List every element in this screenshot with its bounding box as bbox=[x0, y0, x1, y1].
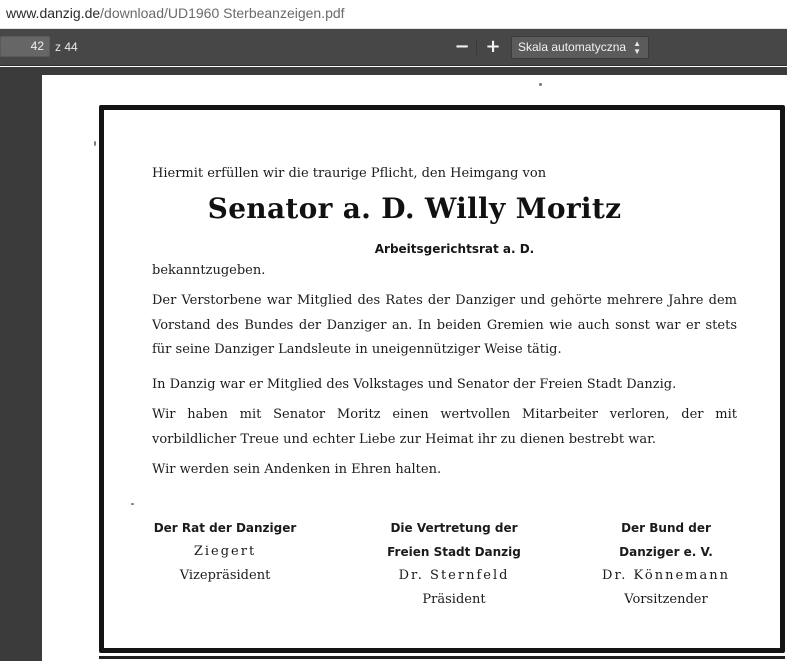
scan-speck bbox=[94, 141, 96, 146]
signature-org-line1: Der Bund der bbox=[621, 521, 711, 535]
zoom-in-button[interactable]: + bbox=[485, 36, 501, 57]
url-text[interactable] bbox=[6, 5, 345, 21]
signature-role: Vizepräsident bbox=[179, 568, 271, 583]
announce-line: bekanntzugeben. bbox=[152, 263, 266, 278]
signature-block bbox=[581, 516, 751, 612]
paragraph-danzig: In Danzig war er Mitglied des Volkstages und Senator der Freien Stadt Danzig. bbox=[152, 377, 677, 392]
paragraph-membership: Der Verstorbene war Mitglied des Rates der Danziger und gehörte mehrere Jahre dem Vorstand des Bundes der Danziger an. In beiden Gremien wie auch sonst war er stets für seine Danziger Landsleute in uneigennütziger Weise tätig. bbox=[152, 293, 737, 358]
signature-role: Vorsitzender bbox=[624, 592, 708, 607]
address-bar[interactable] bbox=[0, 0, 787, 29]
signature-name: Dr. Sternfeld bbox=[398, 568, 510, 583]
select-arrows-icon: ▲ ▼ bbox=[633, 39, 641, 56]
scan-speck bbox=[539, 83, 542, 86]
zoom-out-button[interactable]: − bbox=[454, 36, 470, 57]
paragraph-loss: Wir haben mit Senator Moritz einen wertvollen Mitarbeiter verloren, der mit vorbildlicher Treue und echter Liebe zur Heimat ihr zu dienen bestrebt war. bbox=[152, 407, 737, 447]
deceased-title: Arbeitsgerichtsrat a. D. bbox=[374, 242, 535, 256]
pdf-viewer-area[interactable] bbox=[0, 67, 787, 661]
obituary-border-bottom bbox=[99, 656, 785, 659]
intro-line: Hiermit erfüllen wir die traurige Pflicht, den Heimgang von bbox=[152, 166, 547, 181]
signature-org-line1: Der Rat der Danziger bbox=[153, 521, 297, 535]
url-path: /download/UD1960 Sterbeanzeigen.pdf bbox=[100, 5, 345, 21]
url-host: www.danzig.de bbox=[6, 5, 101, 21]
zoom-divider bbox=[476, 39, 477, 55]
signature-role: Präsident bbox=[422, 592, 486, 607]
signature-org-line1: Die Vertretung der bbox=[390, 521, 518, 535]
signature-org-line2: Danziger e. V. bbox=[619, 545, 713, 559]
zoom-select[interactable] bbox=[511, 36, 649, 59]
paragraph-memory: Wir werden sein Andenken in Ehren halten. bbox=[152, 462, 442, 477]
signature-block bbox=[140, 516, 310, 588]
signature-name: Dr. Könnemann bbox=[602, 568, 730, 583]
signature-org-line2: Freien Stadt Danzig bbox=[387, 545, 521, 559]
page-count-label: z 44 bbox=[55, 40, 78, 54]
deceased-name: Senator a. D. Willy Moritz bbox=[207, 192, 622, 225]
pdf-page bbox=[42, 75, 787, 661]
zoom-select-value: Skala automatyczna bbox=[518, 40, 627, 54]
scan-speck bbox=[131, 503, 134, 505]
page-number-input[interactable]: 42 bbox=[0, 36, 50, 57]
pdf-toolbar bbox=[0, 29, 787, 66]
signature-name: Ziegert bbox=[193, 544, 257, 559]
signature-block bbox=[369, 516, 539, 612]
